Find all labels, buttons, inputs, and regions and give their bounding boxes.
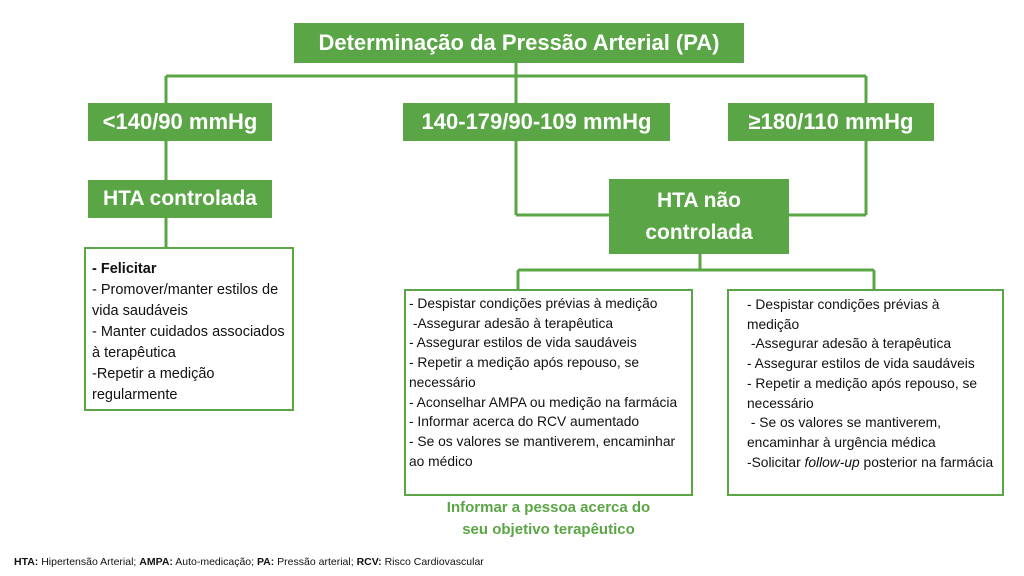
followup-text: -Solicitar (747, 454, 805, 470)
abbreviation-legend (14, 556, 484, 568)
therapeutic-goal-note (404, 497, 693, 541)
action-list-item: - Repetir a medição após repouso, se necessário (747, 375, 981, 411)
action-list-item: -Assegurar adesão à terapêutica (409, 315, 614, 331)
action-list-item: -Repetir a medição regularmente (92, 366, 219, 403)
legend-pa-abbr: PA: (256, 556, 275, 568)
controlled-actions-box (84, 247, 294, 411)
action-list-item: - Despistar condições prévias à medição (747, 297, 944, 332)
action-list-item: - Assegurar estilos de vida saudáveis (747, 356, 975, 372)
legend-rcv-abbr: RCV: (356, 556, 382, 568)
legend-hta-text: Hipertensão Arterial; (38, 556, 140, 568)
action-list-item: -Assegurar adesão à terapêutica (747, 336, 952, 352)
followup-text: posterior na farmácia (859, 454, 994, 470)
action-list-item: - Aconselhar AMPA ou medição na farmácia (409, 394, 678, 410)
legend-pa-text: Pressão arterial; (274, 556, 357, 568)
high-range-actions-box (727, 289, 1004, 496)
legend-rcv-text: Risco Cardiovascular (381, 556, 484, 568)
range-high-text: ≥180/110 mmHg (748, 109, 914, 134)
action-list-item: - Manter cuidados associados à terapêutica (92, 324, 289, 361)
range-low-text: <140/90 mmHg (102, 109, 258, 134)
action-list-item: - Assegurar estilos de vida saudáveis (409, 335, 637, 351)
action-list-item: - Se os valores se mantiverem, encaminhar à urgência médica (747, 415, 945, 450)
range-high-box (728, 103, 934, 141)
action-list-item: - Promover/manter estilos de vida saudáveis (92, 282, 283, 319)
note-line1: Informar a pessoa acerca do (446, 499, 651, 516)
followup-italic-text: follow-up (804, 454, 860, 470)
legend-hta-abbr: HTA: (14, 556, 39, 568)
status-controlled-box (88, 180, 272, 218)
diagram-title-text: Determinação da Pressão Arterial (PA) (318, 30, 720, 55)
note-line2: seu objetivo terapêutico (462, 521, 635, 538)
status-uncontrolled-box (609, 179, 789, 254)
action-list-item: - Informar acerca do RCV aumentado (409, 414, 640, 430)
action-list-item: - Despistar condições prévias à medição (409, 296, 658, 311)
range-low-box (88, 103, 272, 141)
status-controlled-text: HTA controlada (102, 187, 257, 210)
action-list-item: - Se os valores se mantiverem, encaminhar ao médico (409, 433, 679, 469)
action-list-item: - Repetir a medição após repouso, se necessário (409, 355, 643, 390)
range-mid-text: 140-179/90-109 mmHg (421, 109, 652, 134)
legend-ampa-abbr: AMPA: (139, 556, 173, 568)
action-list-item: - Felicitar (92, 261, 157, 277)
status-uncontrolled-line1: HTA não (657, 188, 741, 212)
status-uncontrolled-line2: controlada (645, 220, 753, 244)
diagram-title (294, 23, 744, 63)
legend-ampa-text: Auto-medicação; (172, 556, 257, 568)
mid-range-actions-box (404, 289, 693, 496)
range-mid-box (403, 103, 670, 141)
action-list-item (747, 453, 994, 473)
